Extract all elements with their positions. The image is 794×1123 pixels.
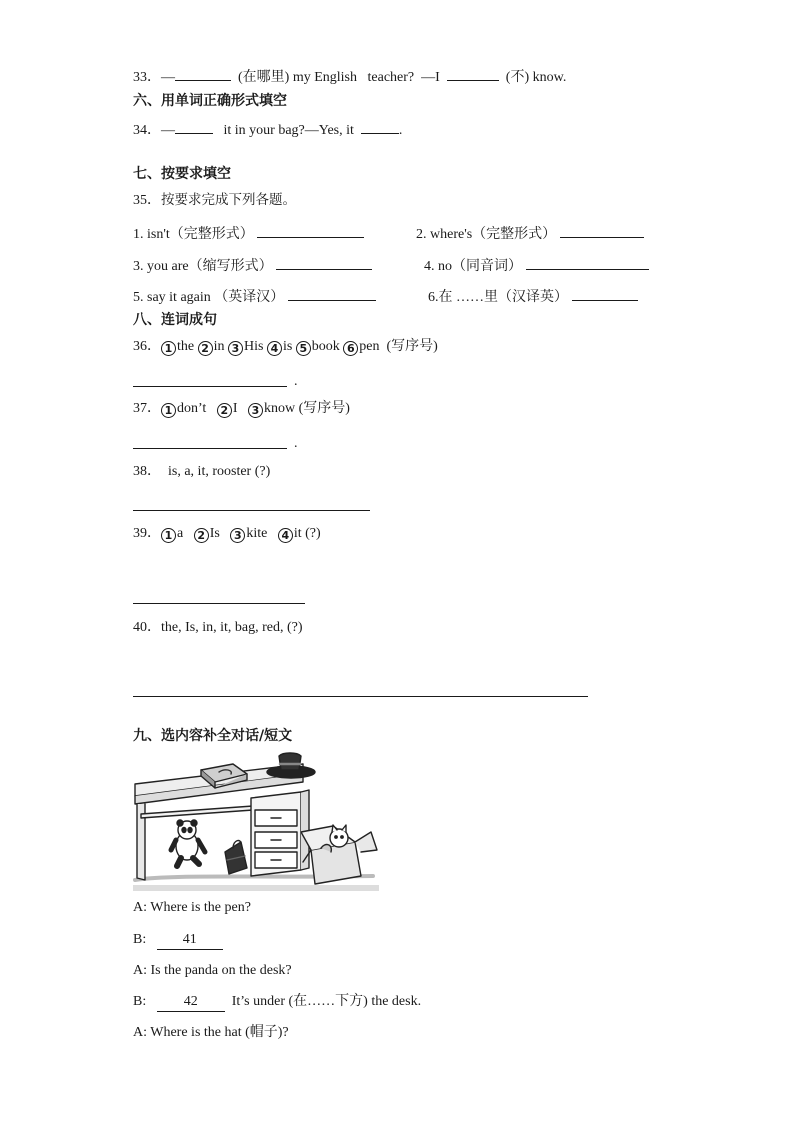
q36-circle-1: 1: [161, 341, 176, 356]
q37-answer-line[interactable]: [133, 448, 287, 449]
q36-word-4: is: [282, 339, 293, 354]
q35-item-5-label: 5. say it again （英译汉）: [133, 290, 285, 305]
q36-circle-3: 3: [228, 341, 243, 356]
q35-item-2-label: 2. where's（完整形式）: [416, 227, 557, 242]
q36-opt-6: [343, 339, 379, 354]
question-37: [133, 400, 350, 418]
q35-item-4-label: 4. no（同音词）: [424, 259, 522, 274]
desk-scene-illustration: [133, 752, 379, 892]
section-7-title: 七、按要求填空: [133, 166, 231, 182]
q34-blank-2[interactable]: [361, 119, 399, 134]
q36-circle-5: 5: [296, 341, 311, 356]
q39-word-1: a: [177, 526, 184, 541]
dialog-line-4: [133, 993, 421, 1012]
q35-instruction: 按要求完成下列各题。: [161, 192, 296, 208]
q40-number: 40．: [133, 620, 161, 635]
q34-number: 34．: [133, 123, 161, 138]
q39-circle-1: 1: [161, 528, 176, 543]
q36-circle-2: 2: [198, 341, 213, 356]
q33-text-1: my English: [292, 70, 357, 85]
q36-opt-4: [267, 339, 292, 354]
dialog-line-2: [133, 931, 223, 950]
q39-number: 39．: [133, 526, 161, 541]
q35-item-5: [133, 286, 376, 307]
q36-answer-line[interactable]: [133, 386, 287, 387]
q34-dash: —: [161, 123, 175, 138]
q35-number: 35．: [133, 193, 161, 208]
q35-item-4: [424, 255, 649, 276]
q36-opt-2: [198, 339, 225, 354]
q35-item-6-blank[interactable]: [572, 286, 638, 301]
q36-circle-4: 4: [267, 341, 282, 356]
q40-answer-line[interactable]: [133, 696, 588, 697]
section-8-title: 八、连词成句: [133, 312, 217, 328]
q36-number: 36．: [133, 339, 161, 354]
q37-circle-3: 3: [248, 403, 263, 418]
hat-icon: [267, 753, 315, 778]
q37-word-2: I: [232, 401, 238, 416]
q37-opt-1: [161, 401, 206, 416]
q39-word-4: it: [293, 526, 302, 541]
q39-word-3: kite: [246, 526, 268, 541]
q34-text-1: it in your bag?—Yes, it: [223, 123, 354, 138]
q35-item-1-label: 1. isn't（完整形式）: [133, 227, 254, 242]
q35-item-3-label: 3. you are（缩写形式）: [133, 259, 273, 274]
dialog-line-3: A: Is the panda on the desk?: [133, 963, 292, 978]
q33-hint-1: (在哪里): [238, 70, 290, 85]
blank-42[interactable]: 42: [157, 993, 225, 1012]
q35-item-2-blank[interactable]: [560, 223, 644, 238]
q36-circle-6: 6: [343, 341, 358, 356]
dialog-line-5: A: Where is the hat (帽子)?: [133, 1025, 289, 1040]
q37-circle-1: 1: [161, 403, 176, 418]
q36-word-3: His: [244, 339, 264, 354]
q35-item-6-label: 6.在 ……里（汉译英）: [428, 290, 568, 305]
q37-opt-2: [217, 401, 238, 416]
q39-circle-3: 3: [230, 528, 245, 543]
q37-opt-3: [248, 401, 295, 416]
q37-end: .: [294, 436, 298, 451]
q40-text: the, Is, in, it, bag, red, (?): [161, 620, 303, 635]
section-9-title: 九、选内容补全对话/短文: [133, 728, 293, 744]
q35-item-4-blank[interactable]: [526, 255, 649, 270]
q36-word-1: the: [177, 339, 195, 354]
section-6-title: 六、用单词正确形式填空: [133, 93, 287, 109]
q33-blank-2[interactable]: [447, 66, 499, 81]
q35-item-1-blank[interactable]: [257, 223, 364, 238]
q39-circle-4: 4: [278, 528, 293, 543]
q35-item-2: [416, 223, 644, 244]
q33-dash-2: —I: [421, 70, 440, 85]
q34-blank-1[interactable]: [175, 119, 213, 134]
dialog-line-1: A: Where is the pen?: [133, 900, 251, 915]
q33-hint-2: (不): [505, 70, 530, 85]
q39-circle-2: 2: [194, 528, 209, 543]
q33-number: 33．: [133, 70, 161, 85]
q37-word-3: know: [263, 401, 296, 416]
blank-41[interactable]: 41: [157, 931, 223, 950]
dialog-line-4-speaker: B:: [133, 994, 147, 1009]
q35-item-3: [133, 255, 372, 276]
dialog-line-2-speaker: B:: [133, 932, 147, 947]
dialog-line-4-text: It’s under (在……下方) the desk.: [231, 994, 422, 1009]
bag-icon: [225, 841, 247, 874]
q39-opt-2: [194, 526, 220, 541]
q38-number: 38．: [133, 464, 161, 479]
q33-text-2: teacher?: [367, 70, 415, 85]
q37-word-1: don’t: [177, 401, 207, 416]
q37-hint: (写序号): [298, 401, 350, 416]
q37-circle-2: 2: [217, 403, 232, 418]
q33-text-3: know.: [532, 70, 567, 85]
q38-answer-line[interactable]: [133, 510, 370, 511]
q37-number: 37．: [133, 401, 161, 416]
q36-hint: (写序号): [386, 339, 438, 354]
q35-item-5-blank[interactable]: [288, 286, 376, 301]
q35-item-6: [428, 286, 638, 307]
q39-answer-line[interactable]: [133, 603, 305, 604]
q36-opt-3: [228, 339, 263, 354]
q35-item-1: [133, 223, 364, 244]
desk-icon: [135, 764, 309, 880]
q33-dash: —: [161, 70, 175, 85]
q39-word-2: Is: [209, 526, 220, 541]
q33-blank-1[interactable]: [175, 66, 231, 81]
q35-item-3-blank[interactable]: [276, 255, 372, 270]
q36-opt-5: [296, 339, 340, 354]
question-40: [133, 619, 303, 637]
question-34: [133, 119, 402, 140]
q34-end: .: [398, 123, 403, 138]
question-35: [133, 191, 296, 210]
q36-end: .: [294, 374, 298, 389]
question-36: [133, 338, 438, 356]
question-39: [133, 525, 321, 543]
q36-word-6: pen: [359, 339, 380, 354]
q39-opt-4: [278, 526, 302, 541]
q39-end: (?): [305, 526, 321, 541]
q36-opt-1: [161, 339, 194, 354]
panda-icon: [171, 820, 205, 866]
question-33: [133, 66, 566, 87]
q39-opt-3: [230, 526, 267, 541]
question-38: [133, 463, 270, 481]
q36-word-5: book: [311, 339, 340, 354]
q39-opt-1: [161, 526, 183, 541]
q36-word-2: in: [213, 339, 225, 354]
q38-text: is, a, it, rooster (?): [168, 464, 271, 479]
